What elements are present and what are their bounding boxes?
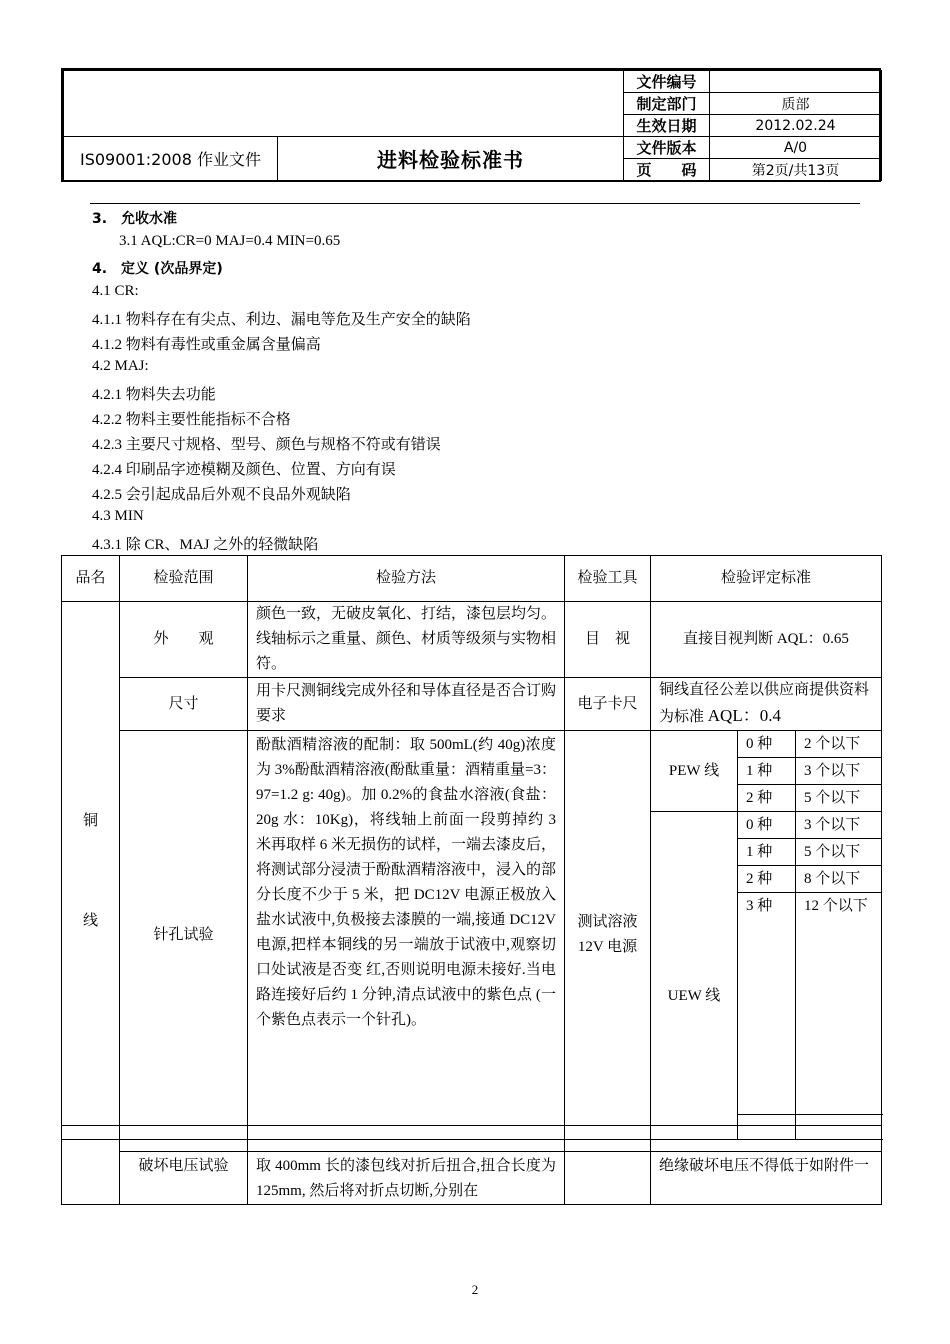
standard-breakdown: 绝缘破坏电压不得低于如附件一 [651,1152,882,1205]
doc-system-label: IS09001:2008 作业文件 [64,137,278,181]
method-pinhole: 酚酞酒精溶液的配制：取 500mL(约 40g)浓度为 3%酚酞酒精溶液(酚酞重量：酒精重量=3：97=1.2 g: 40g)。加 0.2%的食盐水溶液(食盐：20g 水：10Kg)，将线轴上前面一段剪掉约 3 米再取样 6 米无损伤的试样，一端去漆皮后，将测试部分浸渍于酚酞酒精溶液中，浸入的部分长度不少于 5 米，把 DC12V 电源正极放入盐水试液中,负极接去漆膜的一端,接通 DC12V 电源,把样本铜线的另一端放于试液中,观察切口处试液是否变 红,否则说明电源未接好.当电路连接好后约 1 分钟,清点试液中的紫色点 (一个紫色点表示一个针孔)。 [248,731,565,1140]
scope-pinhole: 针孔试验 [120,731,248,1140]
body-line: 4.1.1 物料存在有尖点、利边、漏电等危及生产安全的缺陷 [92,312,471,328]
scope-breakdown: 破坏电压试验 [120,1152,248,1205]
scope-appearance: 外 观 [120,602,248,678]
document-header [61,68,881,182]
pew-grade-2: 2 种 [738,785,796,812]
scope-size: 尺寸 [120,678,248,731]
uew-grade-2: 2 种 [738,866,796,893]
section-3-heading: 3. 允收水准 [92,211,178,227]
pew-limit-2: 5 个以下 [796,785,882,812]
standard-size-text: 铜线直径公差以供应商提供资料为标准 [659,682,870,725]
header-divider [90,203,860,204]
uew-grade-3: 3 种 [738,893,796,1115]
standard-size-aql: AQL：0.4 [707,706,781,725]
product-char-1: 铜 [82,812,98,829]
field-label-effective-date: 生效日期 [624,115,710,137]
uew-limit-3: 12 个以下 [796,893,882,1115]
pew-grade-1: 1 种 [738,758,796,785]
body-line: 4.1.2 物料有毒性或重金属含量偏高 [92,337,321,353]
tool-pinhole-text: 测试溶液 12V 电源 [577,914,638,955]
uew-grade-0: 0 种 [738,812,796,839]
tool-breakdown [565,1152,651,1205]
body-line: 4.2.2 物料主要性能指标不合格 [92,412,291,428]
tail-blank [565,1126,651,1152]
body-line: 4.3.1 除 CR、MAJ 之外的轻微缺陷 [92,537,319,553]
pew-limit-0: 2 个以下 [796,731,882,758]
tail-product-blank [62,1126,120,1152]
doc-title: 进料检验标准书 [278,137,624,181]
col-header-scope: 检验范围 [120,556,248,602]
body-line: 4.2.5 会引起成品后外观不良品外观缺陷 [92,487,351,503]
uew-label: UEW 线 [651,812,738,1140]
field-value-department: 质部 [710,93,882,115]
col-header-method: 检验方法 [248,556,565,602]
method-size: 用卡尺测铜线完成外径和导体直径是否合订购要求 [248,678,565,731]
aql-line: 3.1 AQL:CR=0 MAJ=0.4 MIN=0.65 [119,233,341,249]
section-4-heading: 4. 定义 (次品界定) [92,261,223,277]
uew-limit-0: 3 个以下 [796,812,882,839]
tool-appearance: 目 视 [565,602,651,678]
body-line: 4.2.4 印刷品字迹模糊及颜色、位置、方向有误 [92,462,396,478]
pew-label: PEW 线 [651,731,738,812]
standard-size [651,678,882,731]
body-line: 4.2 MAJ: [92,358,149,374]
tool-pinhole [565,731,651,1140]
tail-blank [248,1126,565,1152]
product-char-2: 线 [82,912,98,929]
page-number: 2 [471,1282,479,1297]
uew-grade-1: 1 种 [738,839,796,866]
field-label-version: 文件版本 [624,137,710,159]
field-value-page: 第2页/共13页 [710,159,882,181]
field-label-page: 页 码 [624,159,710,181]
tool-size: 电子卡尺 [565,678,651,731]
table-tail [61,1125,881,1205]
method-appearance: 颜色一致，无破皮氧化、打结，漆包层均匀。线轴标示之重量、颜色、材质等级须与实物相符。 [248,602,565,678]
field-label-department: 制定部门 [624,93,710,115]
body-line: 4.2.1 物料失去功能 [92,387,216,403]
uew-limit-2: 8 个以下 [796,866,882,893]
body-line: 4.1 CR: [92,283,139,299]
header-blank [64,71,624,137]
inspection-table [61,555,881,1140]
field-value-doc-no [710,71,882,93]
tail-product-blank [62,1152,120,1205]
tail-blank [651,1126,882,1152]
field-value-version: A/0 [710,137,882,159]
pew-grade-0: 0 种 [738,731,796,758]
pew-limit-1: 3 个以下 [796,758,882,785]
col-header-tool: 检验工具 [565,556,651,602]
field-value-effective-date: 2012.02.24 [710,115,882,137]
col-header-product: 品名 [62,556,120,602]
product-name-cell [62,602,120,1140]
method-breakdown: 取 400mm 长的漆包线对折后扭合,扭合长度为 125mm, 然后将对折点切断,分别在 [248,1152,565,1205]
tail-blank [120,1126,248,1152]
body-line: 4.3 MIN [92,508,144,524]
body-line: 4.2.3 主要尺寸规格、型号、颜色与规格不符或有错误 [92,437,441,453]
field-label-doc-no: 文件编号 [624,71,710,93]
col-header-standard: 检验评定标准 [651,556,882,602]
standard-appearance: 直接目视判断 AQL：0.65 [651,602,882,678]
uew-limit-1: 5 个以下 [796,839,882,866]
